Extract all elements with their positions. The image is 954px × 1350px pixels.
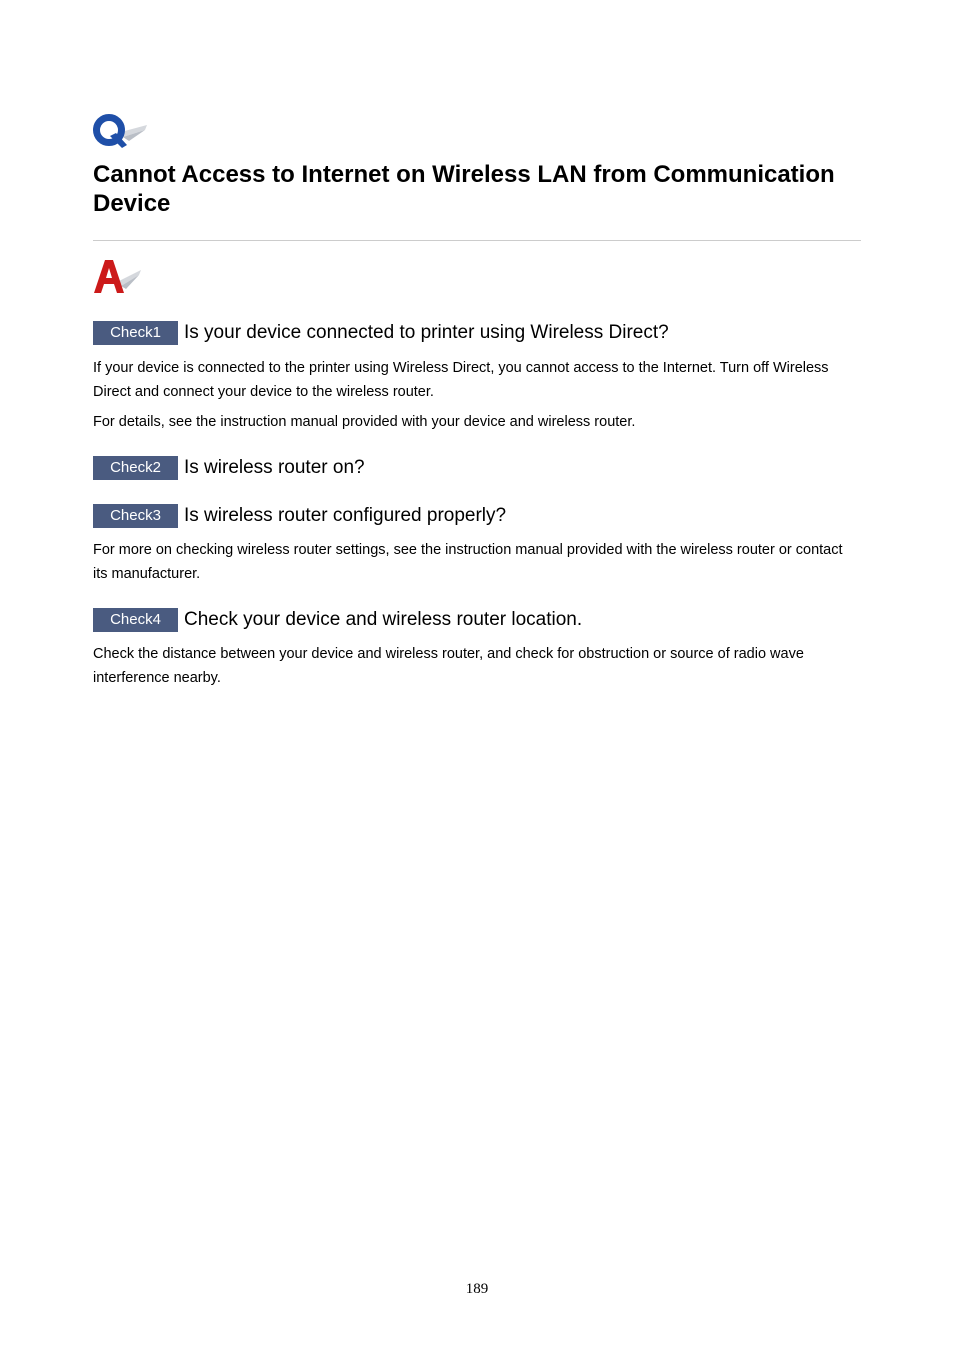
check-1-paragraph-1: If your device is connected to the printer using Wireless Direct, you cannot access to the Internet. Turn off Wireless Direct and connect your device to the wireless router. bbox=[93, 360, 829, 400]
check-4-title: Check your device and wireless router location. bbox=[184, 609, 583, 630]
check-2-heading bbox=[93, 455, 365, 481]
q-icon bbox=[93, 112, 149, 152]
page-number: 189 bbox=[465, 1281, 489, 1297]
check-1-title: Is your device connected to printer using Wireless Direct? bbox=[184, 322, 669, 343]
page-title: Cannot Access to Internet on Wireless LAN from Communication Device bbox=[93, 161, 835, 217]
check-1-paragraph-2: For details, see the instruction manual provided with your device and wireless router. bbox=[93, 414, 636, 430]
check-3-heading bbox=[93, 503, 506, 529]
title-divider bbox=[93, 240, 861, 241]
a-icon bbox=[93, 258, 143, 296]
check-1-badge: Check1 bbox=[93, 321, 178, 345]
check-3-paragraph-1: For more on checking wireless router settings, see the instruction manual provided with the wireless router or contact its manufacturer. bbox=[93, 542, 843, 582]
check-3-title: Is wireless router configured properly? bbox=[184, 505, 507, 526]
check-2-badge: Check2 bbox=[93, 456, 178, 480]
check-3-badge: Check3 bbox=[93, 504, 178, 528]
check-2-title: Is wireless router on? bbox=[184, 457, 365, 478]
check-4-heading bbox=[93, 607, 582, 633]
check-1-heading bbox=[93, 320, 669, 346]
check-4-paragraph-1: Check the distance between your device and wireless router, and check for obstruction or source of radio wave interference nearby. bbox=[93, 646, 804, 686]
check-4-badge: Check4 bbox=[93, 608, 178, 632]
